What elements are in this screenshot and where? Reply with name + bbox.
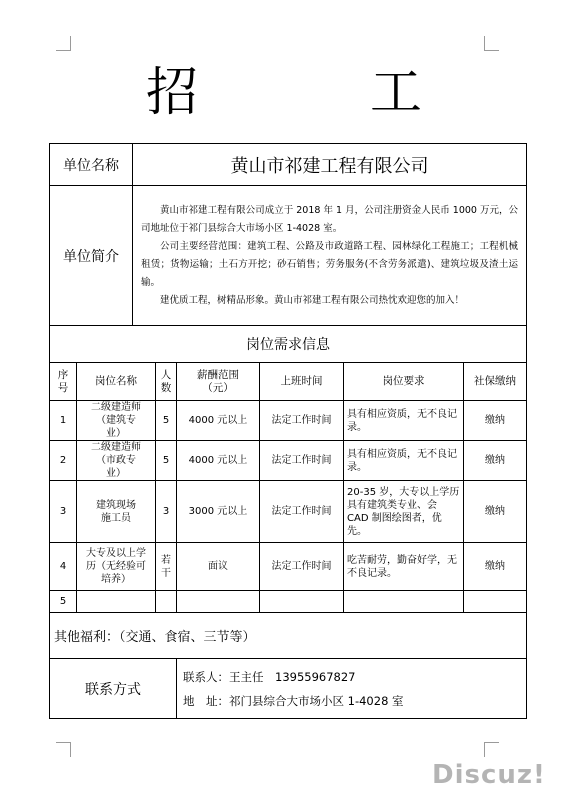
benefits-text: 其他福利：（交通、食宿、三节等） bbox=[50, 613, 527, 659]
contact-address: 地 址：祁门县综合大市场小区 1-4028 室 bbox=[183, 693, 404, 708]
header-salary: 薪酬范围（元） bbox=[177, 363, 260, 401]
company-row bbox=[50, 144, 527, 186]
cell-insurance: 缴纳 bbox=[464, 441, 527, 481]
intro-text bbox=[133, 186, 527, 326]
positions-header-row bbox=[50, 363, 527, 401]
cell-count: 5 bbox=[156, 441, 177, 481]
cell-requirements: 具有相应资质，无不良记录。 bbox=[344, 401, 464, 441]
contact-person: 联系人：王主任 13955967827 bbox=[183, 669, 356, 684]
cell-position-name bbox=[77, 591, 156, 613]
cell-salary bbox=[177, 591, 260, 613]
header-requirements: 岗位要求 bbox=[344, 363, 464, 401]
cell-position-name: 建筑现场施工员 bbox=[77, 481, 156, 543]
cell-no: 5 bbox=[50, 591, 77, 613]
contact-details bbox=[177, 659, 527, 719]
cell-hours bbox=[260, 591, 344, 613]
recruitment-form bbox=[49, 143, 527, 719]
cell-insurance bbox=[464, 591, 527, 613]
contact-label: 联系方式 bbox=[50, 659, 177, 719]
cell-salary: 4000 元以上 bbox=[177, 401, 260, 441]
cell-position-name: 大专及以上学历（无经验可培养） bbox=[77, 543, 156, 591]
intro-label: 单位简介 bbox=[50, 186, 133, 326]
cell-hours: 法定工作时间 bbox=[260, 441, 344, 481]
page-title: 招 工 bbox=[145, 63, 482, 123]
cell-count: 5 bbox=[156, 401, 177, 441]
cell-count: 若干 bbox=[156, 543, 177, 591]
cell-salary: 4000 元以上 bbox=[177, 441, 260, 481]
cell-requirements: 具有相应资质，无不良记录。 bbox=[344, 441, 464, 481]
cell-requirements bbox=[344, 591, 464, 613]
intro-paragraph: 建优质工程，树精品形象。黄山市祁建工程有限公司热忱欢迎您的加入！ bbox=[160, 294, 465, 306]
cell-position-name: 二级建造师（市政专业） bbox=[77, 441, 156, 481]
crop-mark-top-left bbox=[56, 36, 71, 51]
benefits-row bbox=[50, 613, 527, 659]
cell-count bbox=[156, 591, 177, 613]
header-no: 序号 bbox=[50, 363, 77, 401]
cell-insurance: 缴纳 bbox=[464, 481, 527, 543]
cell-no: 2 bbox=[50, 441, 77, 481]
cell-salary: 3000 元以上 bbox=[177, 481, 260, 543]
header-name: 岗位名称 bbox=[77, 363, 156, 401]
cell-salary: 面议 bbox=[177, 543, 260, 591]
cell-insurance: 缴纳 bbox=[464, 543, 527, 591]
crop-mark-bottom-left bbox=[56, 742, 71, 757]
crop-mark-top-right bbox=[484, 36, 499, 51]
intro-paragraph: 黄山市祁建工程有限公司成立于 2018 年 1 月，公司注册资金人民币 1000 万元，公司地址位于祁门县综合大市场小区 1-4028 室。 bbox=[141, 204, 519, 234]
cell-hours: 法定工作时间 bbox=[260, 401, 344, 441]
cell-no: 1 bbox=[50, 401, 77, 441]
cell-no: 3 bbox=[50, 481, 77, 543]
cell-requirements: 20-35 岁，大专以上学历具有建筑类专业、会 CAD 制图绘图者，优先。 bbox=[344, 481, 464, 543]
intro-paragraph: 公司主要经营范围：建筑工程、公路及市政道路工程、园林绿化工程施工；工程机械租赁；货物运输；土石方开挖；砂石销售；劳务服务(不含劳务派遣)、建筑垃圾及渣土运输。 bbox=[141, 240, 519, 288]
contact-row bbox=[50, 659, 527, 719]
crop-mark-bottom-right bbox=[484, 742, 499, 757]
cell-hours: 法定工作时间 bbox=[260, 481, 344, 543]
intro-row bbox=[50, 186, 527, 326]
table-row bbox=[50, 543, 527, 591]
table-row bbox=[50, 591, 527, 613]
table-row bbox=[50, 441, 527, 481]
cell-hours: 法定工作时间 bbox=[260, 543, 344, 591]
company-name: 黄山市祁建工程有限公司 bbox=[133, 144, 527, 186]
forum-watermark: Discuz! bbox=[432, 760, 546, 790]
cell-count: 3 bbox=[156, 481, 177, 543]
header-count: 人数 bbox=[156, 363, 177, 401]
positions-section-row bbox=[50, 326, 527, 363]
cell-insurance: 缴纳 bbox=[464, 401, 527, 441]
header-insurance: 社保缴纳 bbox=[464, 363, 527, 401]
cell-requirements: 吃苦耐劳，勤奋好学，无不良记录。 bbox=[344, 543, 464, 591]
cell-no: 4 bbox=[50, 543, 77, 591]
positions-section-title: 岗位需求信息 bbox=[50, 326, 527, 363]
table-row bbox=[50, 401, 527, 441]
table-row bbox=[50, 481, 527, 543]
header-hours: 上班时间 bbox=[260, 363, 344, 401]
cell-position-name: 二级建造师（建筑专业） bbox=[77, 401, 156, 441]
company-label: 单位名称 bbox=[50, 144, 133, 186]
